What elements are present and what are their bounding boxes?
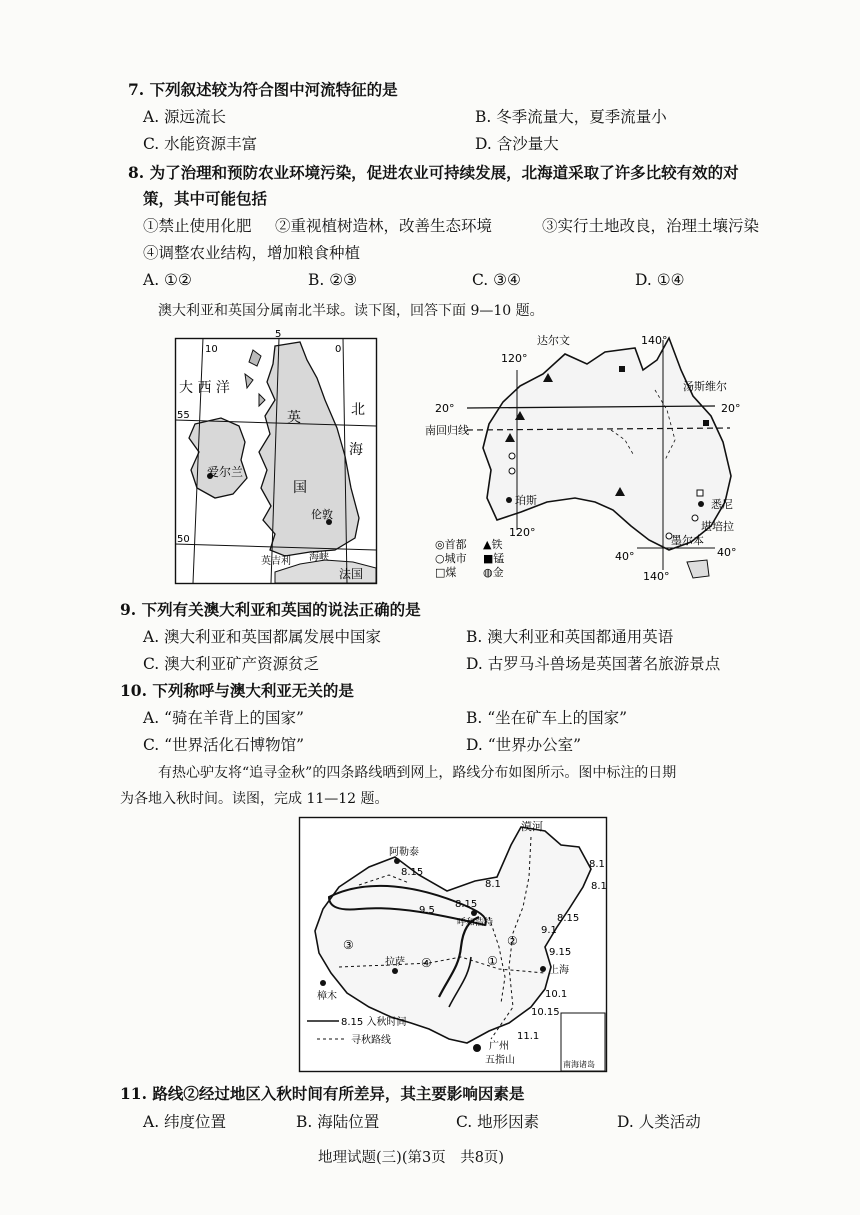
china-date-111: 11.1 (517, 1031, 540, 1042)
china-mohe-label: 漠河 (521, 820, 543, 833)
q8-item-4: ④调整农业结构，增加粮食种植 (143, 244, 361, 262)
uk-london-label: 伦敦 (311, 508, 333, 521)
australia-map (425, 330, 750, 585)
uk-ying-label: 英 (287, 410, 301, 426)
page-footer: 地理试题(三)(第3页 共8页) (318, 1150, 505, 1166)
aus-legend-gold: ◍金 (483, 566, 504, 579)
q7-stem: 7. 下列叙述较为符合图中河流特征的是 (128, 80, 398, 99)
china-legend-route: 寻秋路线 (351, 1035, 391, 1046)
q10-option-d[interactable]: D. “世界办公室” (466, 736, 582, 754)
q9-option-a[interactable]: A. 澳大利亚和英国都属发展中国家 (143, 628, 382, 646)
uk-france-label: 法国 (339, 567, 364, 581)
aus-legend-capital: ◎首都 (435, 538, 467, 551)
q8-option-d[interactable]: D. ①④ (635, 271, 685, 289)
uk-map (175, 329, 377, 584)
china-hohhot-label: 呼和浩特 (457, 918, 494, 928)
q8-stem-line2: 策，其中可能包括 (143, 189, 268, 208)
uk-lon-0: 0 (335, 344, 342, 355)
uk-lon-10: 10 (205, 344, 218, 355)
uk-lon-5: 5 (275, 329, 282, 340)
q10-stem: 10. 下列称呼与澳大利亚无关的是 (120, 681, 354, 700)
aus-lat-40-right: 40° (717, 546, 737, 559)
q7-option-c[interactable]: C. 水能资源丰富 (143, 135, 258, 153)
q8-item-2: ②重视植树造林，改善生态环境 (275, 217, 493, 235)
q9-option-c[interactable]: C. 澳大利亚矿产资源贫乏 (143, 655, 320, 673)
china-legend-time: 8.15 入秋时间 (341, 1017, 407, 1028)
q8-item-1: ①禁止使用化肥 (143, 217, 252, 235)
china-route-1: ① (487, 954, 498, 968)
aus-perth-label: 珀斯 (515, 494, 537, 507)
uk-atlantic-label: 大 西 洋 (179, 380, 230, 396)
china-route-4: ④ (421, 956, 432, 970)
aus-legend-iron: ▲铁 (483, 538, 503, 551)
q11-option-c[interactable]: C. 地形因素 (456, 1113, 540, 1131)
aus-lon-140-top: 140° (641, 334, 668, 347)
china-date-91: 9.1 (541, 925, 557, 936)
china-route-2: ② (507, 934, 518, 948)
q11-option-b[interactable]: B. 海陆位置 (296, 1113, 380, 1131)
uk-ireland-label: 爱尔兰 (207, 465, 244, 479)
aus-lat-20-left: 20° (435, 402, 455, 415)
aus-lon-120-top: 120° (501, 352, 528, 365)
q8-item-3: ③实行土地改良，治理土壤污染 (542, 217, 760, 235)
aus-melbourne-label: 墨尔本 (671, 534, 704, 547)
q8-option-b[interactable]: B. ②③ (308, 271, 358, 289)
q7-option-d[interactable]: D. 含沙量大 (475, 135, 559, 153)
aus-sydney-label: 悉尼 (711, 498, 733, 511)
china-guangzhou-label: 广州 (489, 1041, 509, 1052)
china-route-3: ③ (343, 938, 354, 952)
q8-option-a[interactable]: A. ①② (143, 271, 192, 289)
q9-option-d[interactable]: D. 古罗马斗兽场是英国著名旅游景点 (466, 655, 721, 673)
intro-9-10: 澳大利亚和英国分属南北半球。读下图，回答下面 9—10 题。 (158, 303, 544, 319)
uk-lat-55: 55 (177, 410, 190, 421)
q11-stem: 11. 路线②经过地区入秋时间有所差异，其主要影响因素是 (120, 1084, 525, 1103)
china-shanghai-label: 上海 (549, 965, 569, 976)
china-date-81-b: 8.1 (591, 881, 607, 892)
aus-lon-140-bottom: 140° (643, 570, 670, 583)
uk-english-label: 英吉利 (261, 556, 291, 567)
q7-option-b[interactable]: B. 冬季流量大，夏季流量小 (475, 108, 667, 126)
q11-option-a[interactable]: A. 纬度位置 (143, 1113, 227, 1131)
uk-strait-label: 海峡 (309, 552, 329, 563)
aus-lon-120-bottom: 120° (509, 526, 536, 539)
china-altay-date: 8.15 (401, 867, 424, 878)
china-date-95: 9.5 (419, 905, 435, 916)
aus-tropic-label: 南回归线 (425, 424, 469, 437)
intro-11-12-line1: 有热心驴友将“追寻金秋”的四条路线晒到网上，路线分布如图所示。图中标注的日期 (158, 765, 677, 781)
aus-canberra-label: 堪培拉 (701, 520, 734, 533)
intro-11-12-line2: 为各地入秋时间。读图，完成 11—12 题。 (120, 791, 389, 807)
q7-option-a[interactable]: A. 源远流长 (143, 108, 227, 126)
uk-hai-label: 海 (349, 442, 363, 458)
aus-legend-city: ○城市 (435, 552, 467, 565)
q10-option-b[interactable]: B. “坐在矿车上的国家” (466, 709, 628, 727)
china-date-1015: 10.15 (531, 1007, 560, 1018)
q9-stem: 9. 下列有关澳大利亚和英国的说法正确的是 (120, 600, 421, 619)
china-date-81-a: 8.1 (589, 859, 605, 870)
china-date-915: 9.15 (549, 947, 572, 958)
china-date-815-a: 8.15 (455, 899, 478, 910)
china-inset-label: 南海诸岛 (563, 1060, 595, 1069)
aus-lat-20-right: 20° (721, 402, 741, 415)
china-date-815-b: 8.15 (557, 913, 580, 924)
uk-guo-label: 国 (293, 480, 307, 496)
uk-lat-50: 50 (177, 534, 190, 545)
china-altay-label: 阿勒泰 (389, 847, 419, 858)
china-map (299, 817, 607, 1072)
aus-darwin-label: 达尔文 (537, 334, 570, 347)
q11-option-d[interactable]: D. 人类活动 (617, 1113, 701, 1131)
china-lhasa-label: 拉萨 (385, 957, 405, 968)
aus-lat-40-left: 40° (615, 550, 635, 563)
q10-option-c[interactable]: C. “世界活化石博物馆” (143, 736, 305, 754)
aus-legend-coal: □煤 (435, 566, 457, 579)
aus-townsville-label: 汤斯维尔 (683, 380, 727, 393)
q8-option-c[interactable]: C. ③④ (472, 271, 521, 289)
aus-legend-manganese: ■锰 (483, 552, 505, 565)
q8-stem-line1: 8. 为了治理和预防农业环境污染，促进农业可持续发展，北海道采取了许多比较有效的对 (128, 163, 739, 182)
china-date-101: 10.1 (545, 989, 568, 1000)
china-wuzhishan-label: 五指山 (485, 1055, 515, 1066)
q9-option-b[interactable]: B. 澳大利亚和英国都通用英语 (466, 628, 674, 646)
china-date-81-c: 8.1 (485, 879, 501, 890)
q10-option-a[interactable]: A. “骑在羊背上的国家” (143, 709, 304, 727)
china-zhangmu-label: 樟木 (317, 991, 337, 1002)
uk-bei-label: 北 (351, 402, 365, 418)
